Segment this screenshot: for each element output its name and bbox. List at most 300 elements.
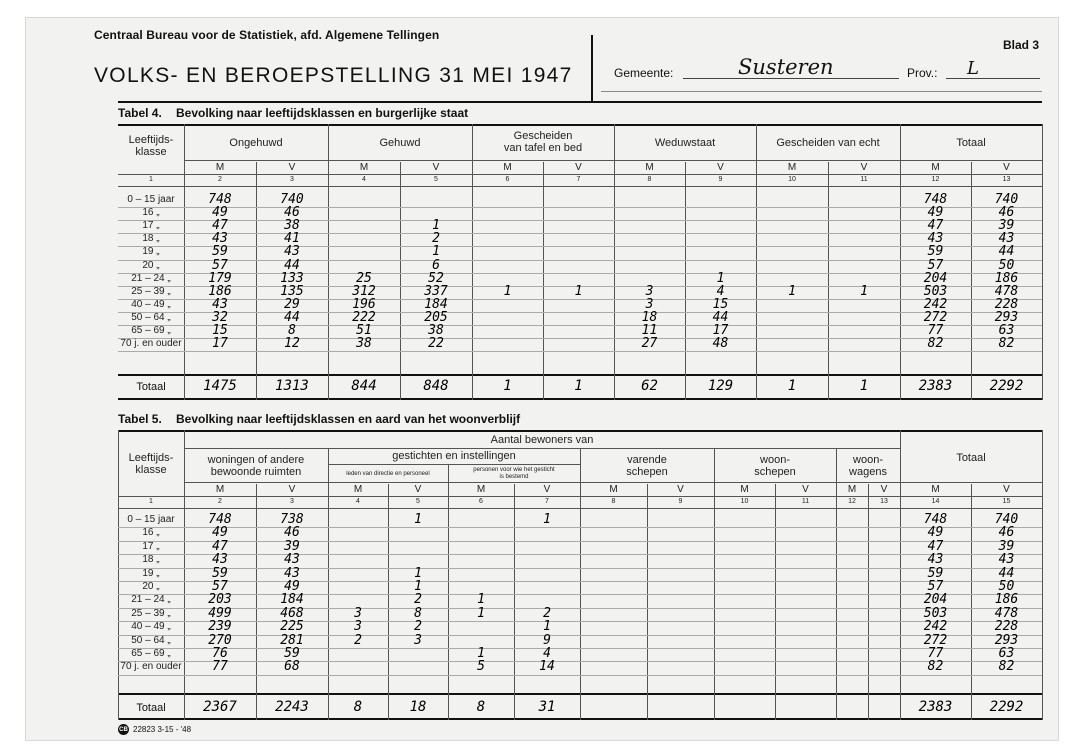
total-cell: 2383 [918,378,953,394]
gemeente-value: Susteren [738,55,834,79]
column-number: 3 [290,498,294,505]
total-cell: 31 [538,699,556,715]
total-cell: 1475 [203,378,237,394]
table-cell: 748 [923,512,948,527]
table-cell: 184 [424,296,448,312]
table-cell: 204 [923,592,948,608]
table-cell: 57 [212,579,228,594]
group-header: Totaal [956,137,986,149]
column-number: 12 [848,498,856,505]
table-cell: 18 [641,309,658,325]
mv-rule [543,162,544,400]
age-class-label: 17 „ [142,220,160,232]
v-label: V [288,484,296,495]
v-label: V [288,162,296,173]
v-label: V [860,162,868,173]
column-number: 12 [931,176,940,183]
table-cell: 43 [284,244,300,260]
m-label: M [847,484,857,495]
table-cell: 41 [284,231,300,247]
m-label: M [740,484,749,495]
row-rule [118,675,1042,676]
age-class-label: 20 „ [142,259,160,271]
table-cell: 1 [543,619,551,635]
column-number: 7 [545,498,549,505]
column-number: 11 [801,498,810,505]
table-cell: 11 [641,323,658,338]
table-cell: 44 [998,244,1015,260]
column-number: 14 [931,498,940,505]
table-cell: 38 [284,218,300,234]
table-cell: 63 [998,323,1015,338]
mv-rule [775,484,776,720]
v-label: V [543,484,551,495]
total-cell: 2367 [203,699,237,715]
column-number: 3 [290,176,294,183]
column-number: 4 [362,176,366,183]
column-number: 5 [416,498,420,505]
v-label: V [717,162,724,173]
total-cell: 129 [707,378,734,394]
m-label: M [931,484,940,495]
table-cell: 1 [503,283,512,299]
column-number: 6 [479,498,483,505]
table-cell: 43 [212,296,228,312]
mv-rule [647,484,648,720]
age-class-label: 50 – 64 „ [131,634,171,646]
total-label: Totaal [136,381,166,393]
table-cell: 32 [212,309,228,325]
v-label: V [432,162,440,173]
table-cell: 740 [994,192,1019,207]
table-cell: 39 [998,218,1015,234]
table-cell: 1 [432,244,440,260]
age-class-label: 18 „ [142,554,160,566]
m-label: M [609,484,618,495]
print-footer [118,724,191,735]
column-number: 10 [788,176,796,183]
table-cell: 2 [354,632,362,648]
table-cell: 186 [994,592,1019,608]
table-cell: 51 [356,323,372,338]
age-class-label: 21 – 24 „ [131,594,171,606]
column-number: 4 [356,498,360,505]
table-cell: 135 [280,283,304,299]
table-cell: 222 [352,309,376,325]
table-cell: 196 [352,296,376,312]
age-class-label: 17 „ [142,540,160,552]
table-cell: 1 [414,512,422,527]
table-cell: 47 [927,218,944,234]
table-cell: 184 [280,592,304,608]
total-cell: 18 [409,699,427,715]
table-cell: 50 [998,579,1015,594]
table-cell: 204 [923,270,948,286]
table-cell: 205 [424,309,448,325]
total-cell: 8 [353,699,363,715]
m-label: M [359,162,369,173]
m-label: M [503,162,512,173]
table-cell: 59 [212,244,228,260]
column-number: 8 [647,176,652,183]
row-rule [184,482,1042,483]
table-cell: 2 [414,619,422,635]
table-cell: 25 [356,270,372,286]
row-rule [118,186,1042,187]
total-cell: 1 [787,378,797,394]
table-cell: 3 [645,283,654,299]
table-cell: 270 [208,632,232,648]
age-class-label: 0 – 15 jaar [127,514,175,525]
table-cell: 44 [998,565,1015,581]
table4-title-text: Bevolking naar leeftijdsklassen en burgerlijke staat [176,106,469,120]
table-cell: 49 [212,205,228,221]
table-cell: 8 [414,605,422,621]
row-rule [118,351,1042,352]
table-cell: 15 [212,323,228,338]
row-rule [184,160,1042,161]
column-number: 8 [611,498,616,505]
table-cell: 44 [712,309,729,325]
table-cell: 22 [428,336,444,352]
table-cell: 43 [998,552,1015,568]
table-cell: 503 [923,605,948,621]
age-class-label: 19 „ [142,246,160,258]
cbs-logo-icon: CB [118,724,129,735]
group-header: Gescheiden van echt [776,137,880,149]
table-cell: 77 [927,646,944,661]
table-cell: 77 [212,659,228,675]
group-header: varende schepen [626,454,668,478]
table-cell: 468 [280,605,304,621]
table-cell: 15 [712,296,729,312]
column-number: 1 [149,498,153,505]
m-label: M [645,162,654,173]
age-class-label: 70 j. en ouder [120,338,182,350]
table-cell: 59 [284,646,300,661]
table-cell: 63 [998,646,1015,661]
table-cell: 1 [414,565,422,581]
age-class-label: 0 – 15 jaar [127,194,175,205]
header-divider [591,35,593,101]
table-cell: 179 [208,270,232,286]
total-cell: 1 [574,378,583,394]
group-header: gestichten en instellingen [392,450,516,462]
group-header: woon- wagens [849,454,887,478]
age-class-label: 65 – 69 „ [131,325,171,336]
table-cell: 3 [414,632,422,648]
age-class-label: 16 „ [142,207,160,219]
table-cell: 46 [284,525,300,541]
table-cell: 49 [927,205,944,221]
table5 [118,430,1042,722]
table-cell: 43 [212,231,228,247]
table-cell: 1 [860,283,868,299]
age-class-label: 18 „ [142,233,160,245]
table-cell: 1 [574,283,583,299]
table-cell: 3 [354,619,362,635]
table-cell: 293 [994,309,1019,325]
v-label: V [575,162,582,173]
table5-number: Tabel 5. [118,412,162,426]
table-cell: 68 [284,659,300,675]
age-class-label: 40 – 49 „ [131,298,171,310]
row-rule [118,174,1042,175]
table-cell: 2 [543,605,551,621]
table-cell: 503 [923,283,948,299]
province-label: Prov.: [907,66,938,80]
column-number: 15 [1002,498,1011,505]
table-cell: 29 [284,296,300,312]
table-cell: 2 [432,231,440,247]
m-label: M [215,162,225,173]
table-cell: 499 [208,605,232,621]
gemeente-label: Gemeente: [614,66,674,80]
total-cell: 2383 [918,699,953,715]
age-class-label: 20 „ [142,581,160,592]
table-cell: 293 [994,632,1019,648]
header-rule [118,101,1042,103]
table-cell: 748 [208,512,232,527]
group-header: Weduwstaat [654,137,716,149]
table-cell: 740 [994,512,1019,527]
table-cell: 272 [923,632,948,648]
table-cell: 44 [284,257,300,273]
table-cell: 12 [284,336,300,352]
table-cell: 1 [477,646,485,661]
total-cell: 1 [859,378,869,394]
table-cell: 14 [539,659,555,675]
bureau-heading: Centraal Bureau voor de Statistiek, afd. Algemene Tellingen [94,28,440,42]
table-cell: 478 [994,283,1019,299]
table-cell: 133 [280,270,304,286]
table-cell: 77 [927,323,944,338]
m-label: M [787,162,797,173]
age-class-label: 40 – 49 „ [131,621,171,633]
table-cell: 1 [716,270,725,286]
print-code: 22823 3-15 - '48 [133,725,192,734]
table-right-rule [1042,124,1043,400]
column-number: 11 [860,176,868,183]
age-class-header: Leeftijds- klasse [128,452,174,476]
table-cell: 57 [927,579,944,594]
table-cell: 82 [998,659,1015,675]
table-cell: 186 [208,283,232,299]
row-rule [184,448,900,449]
column-number: 9 [678,498,683,505]
table-cell: 239 [208,619,232,635]
table-cell: 17 [712,323,729,338]
group-header: woningen of andere bewoonde ruimten [207,454,305,478]
age-class-label: 70 j. en ouder [120,661,182,673]
age-class-label: 50 – 64 „ [131,311,171,323]
table-cell: 8 [288,323,296,338]
column-number: 9 [718,176,723,183]
v-label: V [802,484,809,495]
table-cell: 46 [998,205,1015,221]
table-cell: 9 [543,632,551,648]
age-class-label: 65 – 69 „ [131,648,171,659]
table-cell: 1 [432,218,440,234]
table-cell: 186 [994,270,1019,286]
table-cell: 281 [280,632,304,648]
table-cell: 49 [212,525,228,541]
total-cell: 2292 [989,699,1024,715]
table-cell: 49 [927,525,944,541]
table4 [118,124,1042,402]
header-thin-rule [601,91,1042,92]
table-right-rule [1042,430,1043,720]
v-label: V [1003,162,1010,173]
table-cell: 225 [280,619,304,635]
table-cell: 228 [994,619,1019,635]
table-cell: 50 [998,257,1015,273]
group-header: Totaal [956,452,986,464]
column-number: 10 [740,498,749,505]
table-cell: 59 [927,565,944,581]
age-class-label: 16 „ [142,527,160,539]
table-cell: 1 [543,512,551,527]
total-cell: 844 [351,378,377,394]
table-cell: 82 [927,336,944,352]
table-cell: 1 [477,592,485,608]
m-label: M [476,484,486,495]
age-class-label: 25 – 39 „ [131,607,171,619]
group-header: Gescheiden van tafel en bed [503,130,583,154]
sub-group-header: leden van directie en personeel [346,471,430,477]
table-cell: 748 [208,192,232,207]
age-class-header: Leeftijds- klasse [128,134,174,158]
table-cell: 740 [280,192,304,207]
table-cell: 76 [212,646,228,661]
group-header: Ongehuwd [229,137,283,149]
table-cell: 337 [424,283,448,299]
total-cell: 1313 [275,378,309,394]
group-header: woon- schepen [754,454,796,478]
group-header: Gehuwd [379,137,421,149]
table-cell: 1 [477,605,485,621]
table-cell: 43 [927,552,944,568]
table-cell: 43 [212,552,228,568]
table-cell: 3 [645,296,654,312]
column-number: 7 [576,176,581,183]
table-cell: 2 [414,592,422,608]
table-cell: 43 [927,231,944,247]
column-number: 13 [880,498,888,505]
total-cell: 62 [641,378,658,394]
table-cell: 5 [477,659,485,675]
age-class-label: 25 – 39 „ [131,285,171,297]
column-number: 2 [218,176,222,183]
table-cell: 82 [998,336,1015,352]
row-rule [118,496,1042,497]
table-cell: 38 [428,323,444,338]
m-label: M [931,162,940,173]
table-cell: 46 [998,525,1015,541]
column-number: 1 [149,176,153,183]
table-cell: 738 [280,512,304,527]
v-label: V [880,484,888,495]
table-cell: 44 [284,309,300,325]
column-number: 6 [505,176,510,183]
v-label: V [1003,484,1010,495]
table-cell: 52 [428,270,444,286]
column-number: 5 [434,176,438,183]
table-cell: 1 [414,579,422,594]
table-cell: 47 [212,218,228,234]
age-class-label: 19 „ [142,567,160,579]
table-cell: 43 [998,231,1015,247]
province-value: L [967,58,979,79]
mv-rule [868,484,869,720]
row-rule [328,464,580,465]
total-cell: 2243 [275,699,309,715]
table-cell: 4 [716,283,725,299]
table-cell: 242 [923,296,948,312]
age-class-label: 21 – 24 „ [131,272,171,284]
v-label: V [414,484,422,495]
table-cell: 478 [994,605,1019,621]
table-cell: 47 [927,538,944,554]
table-cell: 59 [927,244,944,260]
v-label: V [677,484,684,495]
table4-title [118,106,468,120]
table-top-rule [118,430,1042,432]
table-cell: 39 [998,538,1015,554]
mv-rule [828,162,829,400]
table-cell: 272 [923,309,948,325]
table-cell: 39 [284,538,300,554]
table-cell: 312 [352,283,376,299]
table-cell: 38 [356,336,372,352]
table-cell: 57 [212,257,228,273]
table-cell: 748 [923,192,948,207]
table-top-rule [118,124,1042,126]
table-cell: 17 [212,336,228,352]
table-cell: 228 [994,296,1019,312]
m-label: M [353,484,363,495]
total-cell: 1 [503,378,512,394]
m-label: M [215,484,225,495]
table-cell: 4 [543,646,551,661]
table-cell: 57 [927,257,944,273]
row-rule [118,508,1042,509]
census-title: VOLKS- EN BEROEPSTELLING 31 MEI 1947 [94,64,573,87]
top-header: Aantal bewoners van [490,434,594,446]
table-cell: 203 [208,592,232,608]
page-number: Blad 3 [1003,38,1040,52]
table-cell: 49 [284,579,300,594]
table-cell: 82 [927,659,944,675]
table-cell: 3 [354,605,362,621]
total-label: Totaal [136,702,166,714]
table-cell: 43 [284,552,300,568]
province-underline [946,78,1040,79]
table5-title [118,412,520,426]
sub-group-header: personen voor wie het gesticht is bestemd [473,467,555,480]
column-number: 13 [1002,176,1011,183]
table4-number: Tabel 4. [118,106,162,120]
table-cell: 47 [212,538,228,554]
column-number: 2 [218,498,222,505]
table-cell: 43 [284,565,300,581]
table-cell: 59 [212,565,228,581]
table-cell: 27 [641,336,658,352]
table-cell: 48 [712,336,729,352]
total-cell: 2292 [989,378,1024,394]
table-cell: 1 [788,283,796,299]
total-cell: 8 [476,699,486,715]
